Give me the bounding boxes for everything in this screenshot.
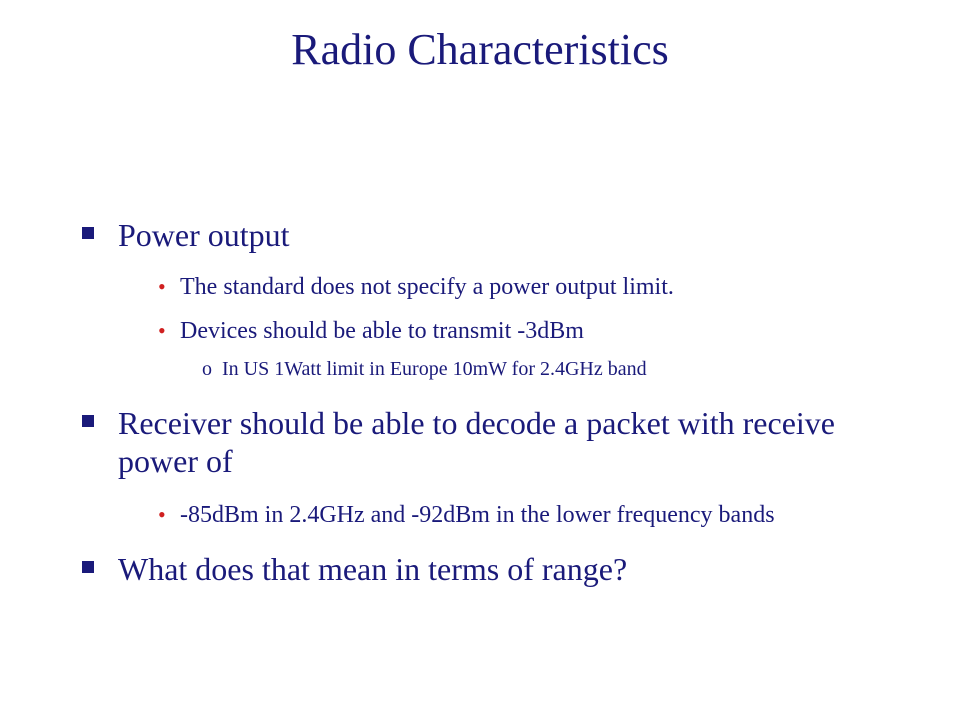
sub-sub-bullet-text: In US 1Watt limit in Europe 10mW for 2.4GHz band bbox=[222, 358, 647, 380]
bullet-receiver-sensitivity bbox=[82, 404, 882, 480]
slide-title: Radio Characteristics bbox=[291, 25, 669, 74]
sub-bullet-text: The standard does not specify a power output limit. bbox=[180, 274, 674, 300]
sub-sub-bullet-regional-limits bbox=[202, 356, 882, 382]
sub-bullet-text: -85dBm in 2.4GHz and -92dBm in the lower frequency bands bbox=[180, 502, 775, 528]
bullet-text: What does that mean in terms of range? bbox=[118, 551, 628, 587]
bullet-text: Power output bbox=[118, 217, 290, 253]
sub-bullet-transmit-power bbox=[158, 316, 882, 346]
square-bullet-icon bbox=[82, 415, 94, 427]
circle-bullet-marker: o bbox=[202, 358, 212, 380]
dot-bullet-icon: • bbox=[158, 274, 166, 299]
sub-bullet-text: Devices should be able to transmit -3dBm bbox=[180, 318, 584, 344]
sub-bullet-sensitivity-values bbox=[158, 500, 882, 530]
square-bullet-icon bbox=[82, 561, 94, 573]
square-bullet-icon bbox=[82, 227, 94, 239]
sub-bullet-no-power-limit bbox=[158, 272, 882, 302]
slide-content bbox=[82, 216, 882, 588]
bullet-text: Receiver should be able to decode a packet with receive power of bbox=[118, 405, 835, 479]
bullet-range-question bbox=[82, 550, 882, 588]
dot-bullet-icon: • bbox=[158, 502, 166, 527]
dot-bullet-icon: • bbox=[158, 318, 166, 343]
bullet-power-output bbox=[82, 216, 882, 254]
